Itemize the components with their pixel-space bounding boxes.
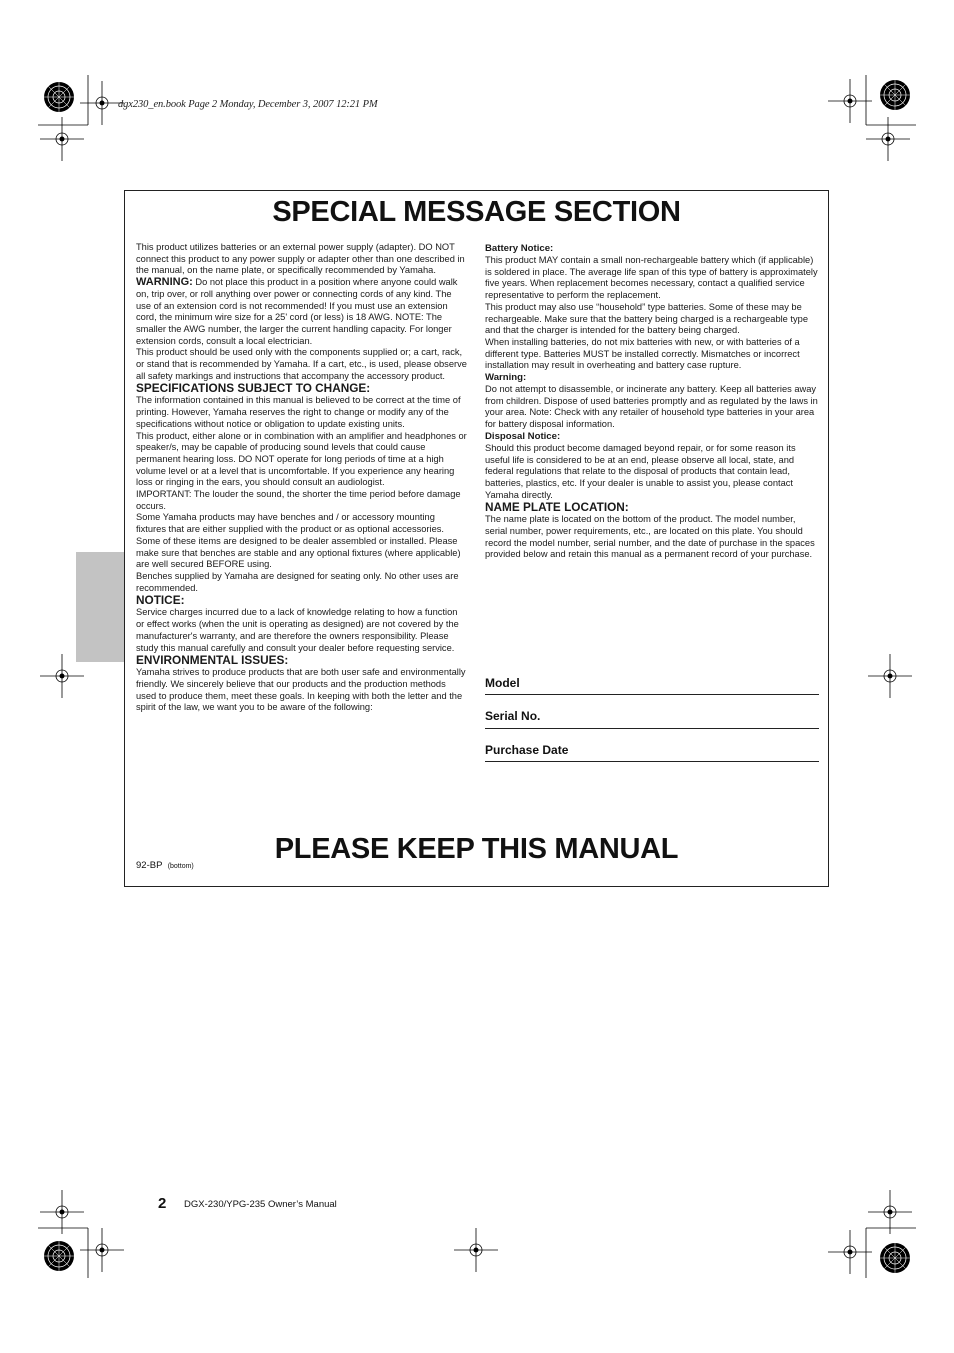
disposal-paragraph: Should this product become damaged beyond repair, or for some reason its useful life is considered to be at an end, please observe all local, state, and federal regulations that relate to the disposal of products that contain lead, batteries, plastics, etc. If your dealer is unable to assist you, please contact Yamaha directly.	[485, 442, 796, 500]
benches-paragraph: Some Yamaha products may have benches and / or accessory mounting fixtures that are either supplied with the product or as optional accessories. Some of these items are designed to be dealer assembled or installed. Please make sure that benches are stable and any optional fixtures (where applicable) are well secured BEFORE using.	[136, 512, 461, 570]
serial-field	[485, 709, 819, 729]
battery-paragraph: This product MAY contain a small non-rechargeable battery which (if applicable) is soldered in place. The average life span of this type of battery is approximately five years. When replacement becomes necessary, contact a qualified service representative to perform the replacement.	[485, 255, 818, 301]
nameplate-heading: NAME PLATE LOCATION:	[485, 500, 629, 515]
specs-heading: SPECIFICATIONS SUBJECT TO CHANGE:	[136, 381, 371, 396]
document-code	[136, 860, 194, 871]
section-title: SPECIAL MESSAGE SECTION	[272, 196, 681, 228]
specs-paragraph: The information contained in this manual is believed to be correct at the time of printing. However, Yamaha reserves the right to change or modify any of the specifications without notice or obligation to update existing units.	[136, 395, 461, 429]
code-text: 92-BP	[136, 860, 163, 871]
keep-manual-title: PLEASE KEEP THIS MANUAL	[274, 833, 679, 865]
purchase-date-field	[485, 743, 819, 762]
components-paragraph: This product should be used only with the components supplied or; a cart, rack, or stand that is recommended by Yamaha. If a cart, etc., is used, please observe all safety markings and instructions that accompany the accessory product.	[136, 347, 467, 381]
warning-text: Do not place this product in a position where anyone could walk on, trip over, or roll anything over power or connecting cords of any kind. The use of an extension cord is not recommended! If you must use an extension cord, the minimum wire size for a 25' cord (or less) is 18 AWG. NOTE: The smaller the AWG number, the larger the current handling capacity. For longer extension cords, consult a local electrician.	[136, 277, 458, 346]
right-column	[485, 243, 819, 561]
installing-paragraph: When installing batteries, do not mix batteries with new, or with batteries of a different type. Batteries MUST be installed correctly. Mismatches or incorrect installation may result in overheating and battery case rupture.	[485, 336, 800, 371]
notice-paragraph: Service charges incurred due to a lack of knowledge relating to how a function or effect works (when the unit is operating as designed) are not covered by the manufacturer's warranty, and are therefore the owners responsibility. Please study this manual carefully and consult your dealer before requesting service.	[136, 607, 459, 653]
benches-paragraph-2: Benches supplied by Yamaha are designed for seating only. No other uses are recommended.	[136, 570, 459, 593]
important-paragraph: IMPORTANT: The louder the sound, the shorter the time period before damage occurs.	[136, 489, 461, 511]
battery-heading: Battery Notice:	[485, 243, 554, 254]
warning-label: WARNING:	[136, 276, 193, 289]
left-column	[136, 242, 467, 714]
hearing-paragraph: This product, either alone or in combination with an amplifier and headphones or speaker/s, may be capable of producing sound levels that could cause permanent hearing loss. DO NOT operate for long periods of time at a high volume level or at a level that is uncomfortable. If you experience any hearing loss or ringing in the ears, you should consult an audiologist.	[136, 430, 467, 488]
household-paragraph: This product may also use “household” type batteries. Some of these may be rechargeable. Make sure that the battery being charged is a rechargeable type and that the charger is intended for the battery being charged.	[485, 301, 809, 336]
intro-paragraph: This product utilizes batteries or an external power supply (adapter). DO NOT connect this product to any power supply or adapter other than one described in the manual, on the name plate, or specifically recommended by Yamaha.	[136, 242, 465, 276]
manual-name: DGX-230/YPG-235 Owner’s Manual	[184, 1199, 337, 1210]
environmental-heading: ENVIRONMENTAL ISSUES:	[136, 653, 289, 668]
serial-label: Serial No.	[485, 709, 541, 723]
code-note: (bottom)	[167, 863, 194, 870]
warning-paragraph	[136, 277, 467, 347]
nameplate-paragraph: The name plate is located on the bottom of the product. The model number, serial number, power requirements, etc., are located on this plate. You should record the model number, serial number, and the date of purchase in the spaces provided below and retain this manual as a permanent record of your purchase.	[485, 514, 815, 560]
notice-heading: NOTICE:	[136, 593, 185, 608]
side-tab	[76, 552, 124, 662]
model-field	[485, 676, 819, 695]
environmental-paragraph: Yamaha strives to produce products that are both user safe and environmentally friendly. We sincerely believe that our products and the production methods used to produce them, meet these goals. In keeping with both the letter and the spirit of the law, we want you to be aware of the following:	[136, 667, 466, 713]
battery-warning-heading: Warning:	[485, 372, 527, 384]
disposal-heading: Disposal Notice:	[485, 430, 561, 442]
purchase-date-label: Purchase Date	[485, 743, 569, 757]
page-number: 2	[158, 1195, 167, 1212]
model-label: Model	[485, 676, 520, 690]
print-header: dgx230_en.book Page 2 Monday, December 3, 2007 12:21 PM	[118, 99, 378, 110]
battery-warning-paragraph: Do not attempt to disassemble, or incinerate any battery. Keep all batteries away from children. Dispose of used batteries promptly and as regulated by the laws in your area. Note: Check with any retailer of household type batteries in your area for battery disposal information.	[485, 384, 818, 430]
